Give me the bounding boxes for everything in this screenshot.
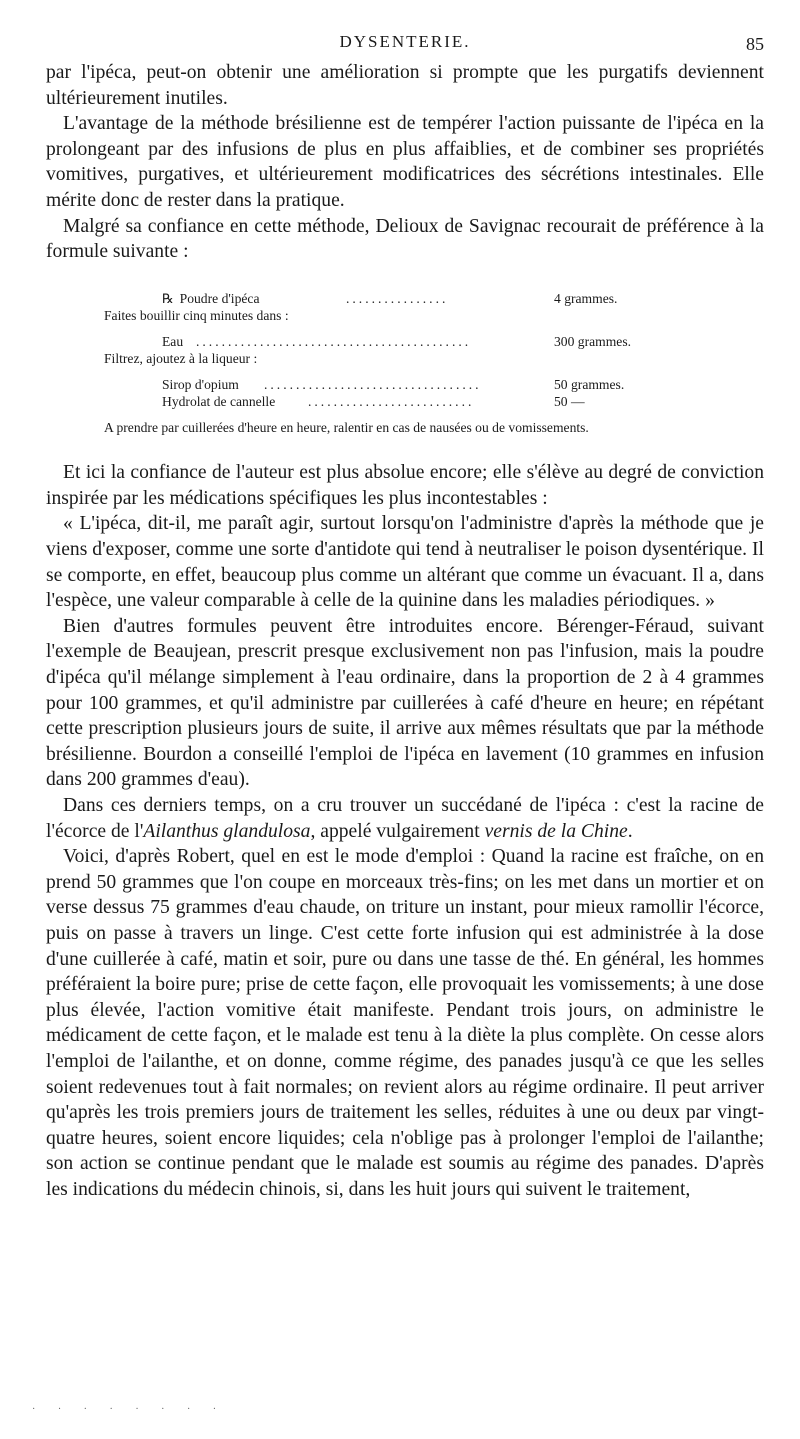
formula-ingredient: Hydrolat de cannelle [162, 394, 276, 410]
formula-row-note-boil [46, 307, 764, 325]
leader-dots: ........................................... [196, 333, 472, 349]
paragraph-brazilian-method: L'avantage de la méthode brésilienne est de tempérer l'action puissante de l'ipéca en la prolongeant par des infusions de plus en plus affaiblies, et de combiner ses propriétés vomitives, purgatives, et ultérieurement modificatrices des sécrétions intestinales. Elle mérite donc de rester dans la pratique. [46, 113, 764, 211]
page-header [46, 32, 764, 56]
text-segment: . [627, 820, 633, 842]
paragraph-ailanthus [46, 793, 764, 844]
formula-row-water [46, 333, 764, 351]
formula-row-ipeca [46, 290, 764, 308]
paragraph-robert-method: Voici, d'après Robert, quel en est le mode d'emploi : Quand la racine est fraîche, on en prend 50 grammes que l'on coupe en morceaux très-fins; on les met dans un mortier et on verse dessus 75 grammes d'eau chaude, on triture un instant, pour mieux ramollir l'écorce, puis on passe à travers un linge. C'est cette forte infusion qui est administrée à la dose d'une cuillerée à café, matin et soir, pure ou dans une tasse de thé. En général, les hommes préféraient la boire pure; prise de cette façon, elle provoquait les vomissements; à une dose plus élevée, l'action vomitive était manifeste. Pendant trois jours, on administre le médicament de cette façon, et le malade est tenu à la diète la plus complète. On cesse alors l'emploi de l'ailanthe, et on donne, comme régime, des panades jusqu'à ce que les selles soient redevenues tout à fait normales; on revient alors au régime ordinaire. Il peut arriver qu'après les trois premiers jours de traitement les selles, réduites à une ou deux par vingt-quatre heures, soient encore liquides; cela n'oblige pas à prolonger l'emploi de l'ailanthe; son action se continue pendant que le malade est soumis au régime des panades. D'après les indications du médecin chinois, si, dans les huit jours qui suivent le traitement, [46, 846, 764, 1200]
paragraph-continuation: par l'ipéca, peut-on obtenir une amélioration si prompte que les purgatifs deviennent ultérieurement inutiles. [46, 62, 764, 109]
page-number: 85 [746, 34, 764, 54]
formula-ingredient: Eau [162, 333, 184, 349]
leader-dots: .......................... [308, 394, 475, 410]
leader-dots: .................................. [264, 376, 482, 392]
body-text [46, 60, 764, 1202]
prescription-formula [46, 290, 764, 437]
running-title: DYSENTERIE. [339, 32, 471, 51]
text-segment: , appelé vulgairement [310, 820, 485, 842]
formula-row-cinnamon [46, 393, 764, 411]
common-name: vernis de la Chine [484, 820, 628, 842]
paragraph-delioux: Malgré sa confiance en cette méthode, Delioux de Savignac recourait de préférence à la formule suivante : [46, 215, 764, 263]
paragraph-quotation: « L'ipéca, dit-il, me paraît agir, surtout lorsqu'on l'administre d'après la méthode que je viens d'exposer, comme une sorte d'antidote qui tend à neutraliser le poison dysentérique. Il se comporte, en effet, beaucoup plus comme un altérant que comme un évacuant. Il a, dans l'espèce, une valeur comparable à celle de la quinine dans les maladies périodiques. » [46, 513, 764, 612]
species-name: Ailanthus glandulosa [143, 820, 311, 842]
formula-note: Faites bouillir cinq minutes dans : [104, 308, 289, 324]
formula-note: Filtrez, ajoutez à la liqueur : [104, 351, 258, 367]
formula-quantity: 300 grammes. [554, 333, 632, 349]
leader-dots: ................ [346, 290, 449, 306]
formula-row-note-filter [46, 350, 764, 368]
text-segment: Dans ces derniers temps, on a cru trouver un succédané de l'ipéca : c'est la racine de l'écorce de l' [46, 794, 764, 842]
formula-ingredient: Sirop d'opium [162, 376, 239, 392]
scan-artifact-marks: · · · · · · · · [32, 1404, 227, 1415]
paragraph-other-formulas: Bien d'autres formules peuvent être introduites encore. Bérenger-Féraud, suivant l'exemple de Beaujean, prescrit presque exclusivement non pas l'infusion, mais la poudre d'ipéca qu'il mélange simplement à l'eau ordinaire, dans la proportion de 2 à 4 grammes pour 100 grammes, et qu'il administre par cuillerées à café d'heure en heure; en répétant cette prescription plusieurs jours de suite, il arrive aux mêmes résultats que par la méthode brésilienne. Bourdon a conseillé l'emploi de l'ipéca en lavement (10 grammes en infusion dans 200 grammes d'eau). [46, 615, 764, 791]
formula-quantity: 4 grammes. [554, 290, 618, 306]
formula-ingredient: Poudre d'ipéca [179, 290, 260, 306]
paragraph-author-confidence: Et ici la confiance de l'auteur est plus absolue encore; elle s'élève au degré de conviction inspirée par les médications spécifiques les plus incontestables : [46, 462, 764, 509]
formula-quantity: 50 — [554, 394, 585, 410]
formula-row-opium [46, 376, 764, 394]
rx-icon: ℞ [162, 290, 174, 306]
formula-quantity: 50 grammes. [554, 376, 625, 392]
formula-instruction: A prendre par cuillerées d'heure en heure, ralentir en cas de nausées ou de vomissements. [104, 419, 589, 435]
